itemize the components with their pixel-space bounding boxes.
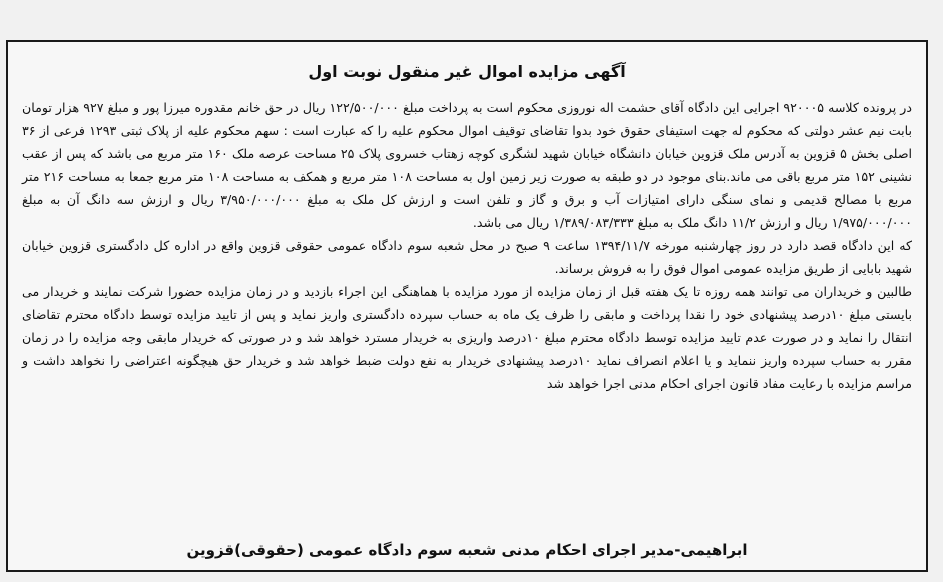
- notice-paragraph-terms: طالبین و خریداران می توانند همه روزه تا یک هفته قبل از زمان مزایده از مورد مزایده با هماهنگی این اجراء بازدید و در زمان مزایده حضورا شرکت نمایند و خریدار می بایستی مبلغ ۱۰درصد پیشنهادی خود را نقدا پرداخت و مابقی را ظرف یک ماه به حساب سپرده دادگستری واریز نماید و پس از تایید مزایده توسط دادگاه محترم تقاضای انتقال را نماید و در صورت عدم تایید مزایده توسط دادگاه محترم مبلغ ۱۰درصد واریزی به خریدار مسترد خواهد شد و در صورتی که خریدار مابقی وجه مزایده را در زمان مقرر به حساب سپرده واریز ننماید و یا اعلام انصراف نماید ۱۰درصد پیشنهادی خریدار به نفع دولت ضبط خواهد شد و خریدار حق هیچگونه اعتراضی را نخواهد داشت و مراسم مزایده با رعایت مفاد قانون اجرای احکام مدنی اجرا خواهد شد: [22, 284, 913, 391]
- notice-paragraph-case: در پرونده کلاسه ۹۲۰۰۰۵ اجرایی این دادگاه آقای حشمت اله نوروزی محکوم است به پرداخت مبلغ ۱۲۲/۵۰۰/۰۰۰ ریال در حق خانم مقدوره میرزا پور و مبلغ ۹۲۷ هزار تومان بابت نیم عشر دولتی که محکوم له جهت استیفای حقوق خود بدوا تقاضای توقیف اموال محکوم علیه را که عبارت است : سهم محکوم علیه از پلاک ثبتی ۱۲۹۳ فرعی از ۳۶ اصلی بخش ۵ قزوین به آدرس ملک قزوین خیابان دانشگاه خیابان شهید لشگری کوچه زهتاب خسروی پلاک ۲۵ مساحت عرصه ملک ۱۶۰ متر مربع می باشد که پس از عقب نشینی ۱۵۲ متر مربع باقی می ماند.بنای موجود در دو طبقه به صورت زیر زمین اول به مساحت ۱۰۸ متر مربع و همکف به مساحت ۱۰۸ متر مربع جمعا به مساحت ۲۱۶ متر مربع با مصالح قدیمی و نمای سنگی دارای امتیازات آب و برق و گاز و تلفن است و ارزش کل ملک به مبلغ ۳/۹۵۰/۰۰۰/۰۰۰ ریال و ارزش سه دانگ آن به مبلغ ۱/۹۷۵/۰۰۰/۰۰۰ ریال و ارزش ۱۱/۲ دانگ ملک به مبلغ ۱/۳۸۹/۰۸۳/۳۳۳ ریال می باشد.: [22, 100, 913, 230]
- notice-title: آگهی مزایده اموال غیر منقول نوبت اول: [308, 62, 626, 81]
- notice-paragraph-auction-date: که این دادگاه قصد دارد در روز چهارشنبه مورخه ۱۳۹۴/۱۱/۷ ساعت ۹ صبح در محل شعبه سوم دادگاه عمومی حقوقی قزوین واقع در اداره کل دادگستری قزوین خیابان شهید بابایی از طریق مزایده عمومی اموال فوق را به فروش برساند.: [22, 238, 913, 276]
- notice-signature: ابراهیمی-مدیر اجرای احکام مدنی شعبه سوم دادگاه عمومی (حقوقی)قزوین: [186, 541, 748, 559]
- auction-notice: [6, 40, 928, 572]
- notice-body: [22, 96, 912, 395]
- notice-content: [8, 42, 926, 570]
